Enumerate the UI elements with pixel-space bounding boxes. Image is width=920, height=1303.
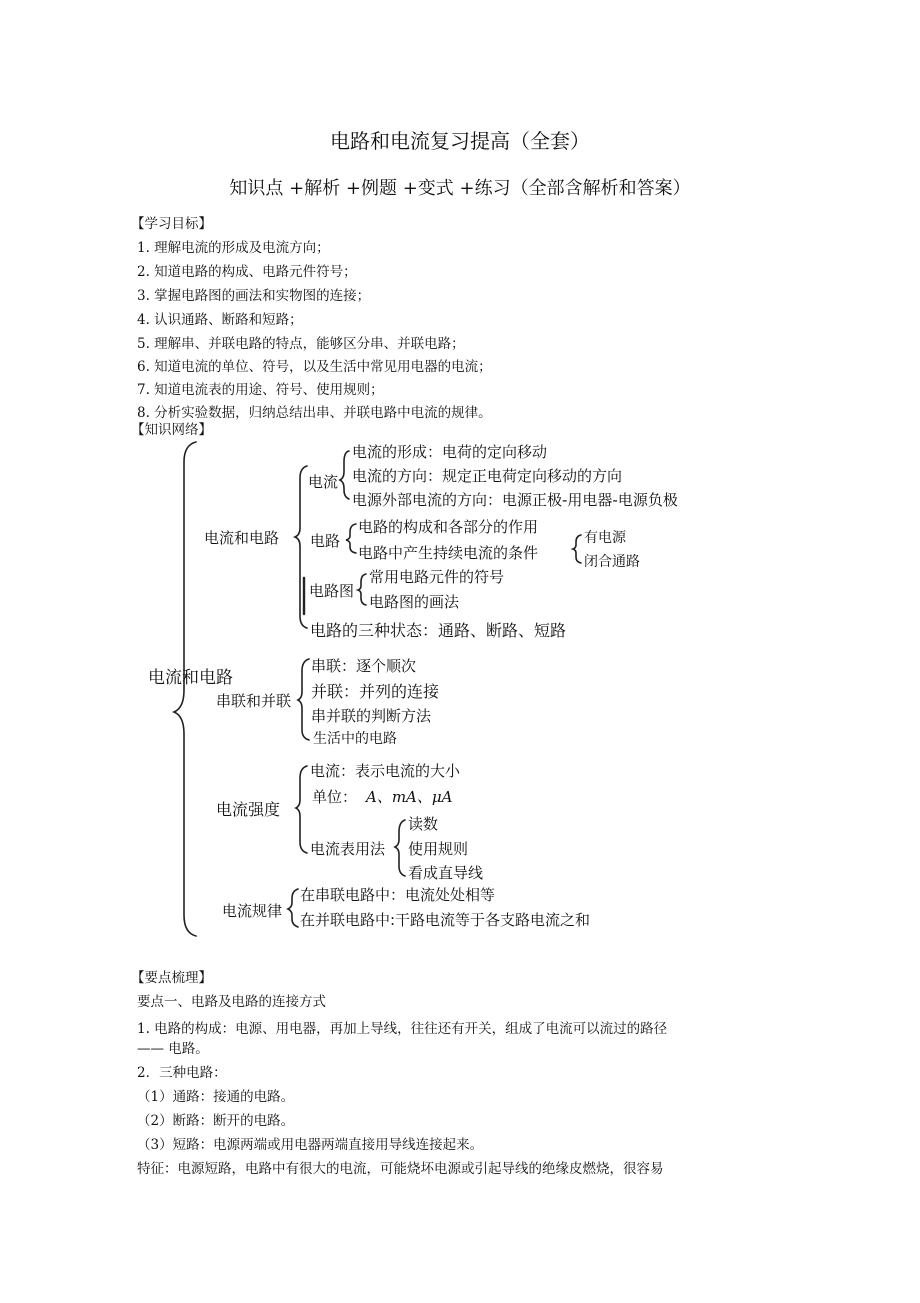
leaf-unit-label: 单位： (312, 788, 358, 806)
diagram-brace (358, 574, 366, 605)
leaf-reading: 读数 (408, 815, 439, 833)
node-circuit-diagram: 电路图 (309, 582, 355, 600)
leaf-usage-rules: 使用规则 (408, 840, 469, 858)
leaf-has-power: 有电源 (584, 530, 626, 546)
branch-circuit-current: 电流和电路 (204, 529, 280, 547)
leaf-continuous-condition: 电路中产生持续电流的条件 (358, 544, 539, 562)
leaf-as-wire: 看成直导线 (408, 864, 484, 882)
leaf-three-states: 电路的三种状态：通路、断路、短路 (310, 621, 567, 640)
leaf-circuit-structure: 电路的构成和各部分的作用 (358, 518, 539, 536)
objective-item: 5. 理解串、并联电路的特点，能够区分串、并联电路； (137, 336, 465, 352)
intensity-brace (296, 766, 307, 853)
leaf-daily-circuits: 生活中的电路 (313, 731, 397, 747)
paragraph: 1. 电路的构成：电源、用电器，再加上导线，往往还有开关，组成了电流可以流过的路径 (137, 1021, 668, 1037)
meter-brace (395, 820, 405, 876)
current-brace (340, 451, 349, 499)
circuit-brace (346, 524, 356, 553)
objective-item: 7. 知道电流表的用途、符号、使用规则； (137, 382, 384, 398)
leaf-judgement: 串并联的判断方法 (311, 707, 432, 725)
section-heading: 要点一、电路及电路的连接方式 (137, 994, 326, 1010)
leaf-parallel: 并联：并列的连接 (311, 682, 440, 701)
objective-item: 6. 知道电流的单位、符号，以及生活中常见用电器的电流； (137, 359, 492, 375)
leaf-drawing-method: 电路图的画法 (369, 593, 460, 611)
branch-series-parallel: 串联和并联 (216, 692, 292, 710)
list-item: （2）断路：断开的电路。 (137, 1113, 295, 1129)
branch-current-law: 电流规律 (222, 902, 283, 920)
objectives-heading: 【学习目标】 (131, 216, 212, 232)
leaf-current-formation: 电流的形成：电荷的定向移动 (352, 443, 548, 461)
objective-item: 2. 知道电路的构成、电路元件符号； (137, 264, 357, 280)
leaf-closed-path: 闭合通路 (584, 554, 640, 570)
leaf-external-direction: 电源外部电流的方向：电源正极-用电器-电源负极 (352, 491, 678, 509)
paragraph: 2．三种电路： (137, 1065, 227, 1081)
condition-brace (573, 535, 581, 563)
root-brace (174, 442, 196, 936)
node-circuit: 电路 (310, 532, 341, 550)
law-brace (288, 889, 298, 927)
keypoints-heading: 【要点梳理】 (131, 970, 212, 986)
document-title: 电路和电流复习提高（全套） (330, 129, 590, 153)
series-brace (298, 659, 309, 740)
objective-item: 1. 理解电流的形成及电流方向； (137, 240, 330, 256)
network-heading: 【知识网络】 (131, 422, 212, 438)
leaf-parallel-law: 在并联电路中:干路电流等于各支路电流之和 (300, 911, 591, 929)
list-item: （1）通路：接通的电路。 (137, 1089, 295, 1105)
leaf-symbols: 常用电路元件的符号 (369, 568, 505, 586)
leaf-series: 串联：逐个顺次 (311, 657, 417, 675)
circuit-branch-brace (295, 466, 307, 628)
node-current: 电流 (308, 473, 339, 491)
list-item: （3）短路：电源两端或用电器两端直接用导线连接起来。 (137, 1137, 484, 1153)
leaf-current-meaning: 电流：表示电流的大小 (310, 762, 461, 780)
objective-item: 4. 认识通路、断路和短路； (137, 312, 303, 328)
paragraph: 特征：电源短路，电路中有很大的电流，可能烧坏电源或引起导线的绝缘皮燃烧，很容易 (137, 1161, 664, 1177)
objective-item: 8. 分析实验数据，归纳总结出串、并联电路中电流的规律。 (137, 405, 492, 421)
objective-item: 3. 掌握电路图的画法和实物图的连接； (137, 288, 371, 304)
leaf-current-direction: 电流的方向：规定正电荷定向移动的方向 (352, 467, 623, 485)
leaf-series-law: 在串联电路中：电流处处相等 (300, 886, 496, 904)
paragraph: —— 电路。 (137, 1041, 209, 1057)
root-label: 电流和电路 (148, 668, 233, 688)
document-subtitle: 知识点 +解析 +例题 +变式 +练习（全部含解析和答案） (229, 178, 691, 199)
branch-current-intensity: 电流强度 (216, 800, 281, 819)
leaf-unit-values: A、mA、μA (366, 788, 453, 806)
node-ammeter-usage: 电流表用法 (310, 840, 386, 858)
